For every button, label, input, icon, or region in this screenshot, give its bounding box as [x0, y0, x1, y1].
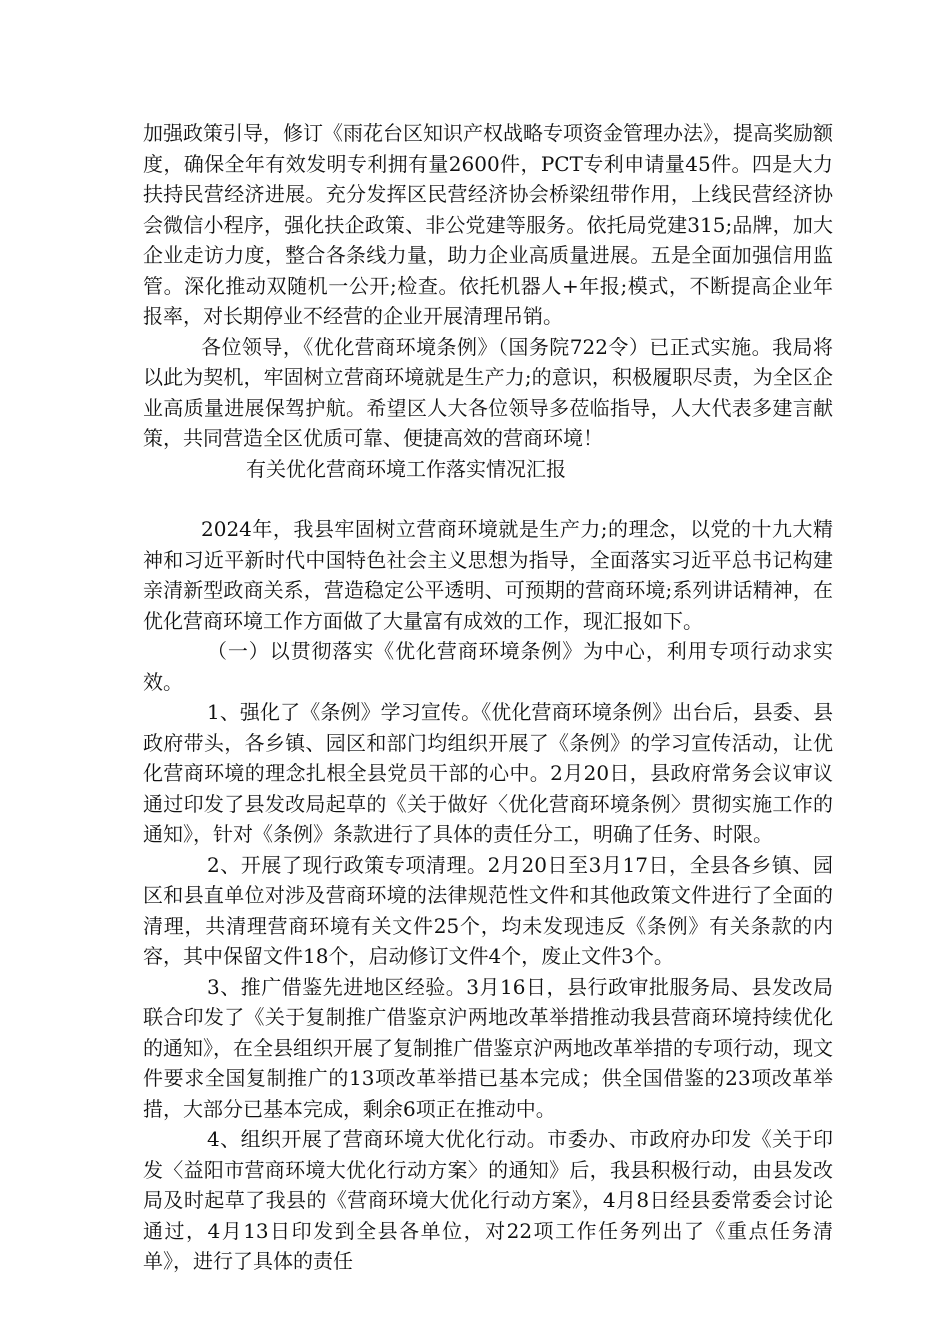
document-page	[143, 118, 833, 1277]
paragraph-policy-guidance: 加强政策引导，修订《雨花台区知识产权战略专项资金管理办法》，提高奖励额度，确保全年有效发明专利拥有量2600件，PCT专利申请量45件。四是大力扶持民营经济进展。充分发挥区民营经济协会桥梁纽带作用，上线民营经济协会微信小程序，强化扶企政策、非公党建等服务。依托局党建315;品牌，加大企业走访力度，整合各条线力量，助力企业高质量进展。五是全面加强信用监管。深化推动双随机一公开;检查。依托机器人+年报;模式，不断提高企业年报率，对长期停业不经营的企业开展清理吊销。	[143, 121, 833, 328]
section-heading: （一）以贯彻落实《优化营商环境条例》为中心，利用专项行动求实效。	[143, 639, 833, 694]
list-item: 1、强化了《条例》学习宣传。《优化营商环境条例》出台后，县委、县政府带头，各乡镇、园区和部门均组织开展了《条例》的学习宣传活动，让优化营商环境的理念扎根全县党员干部的心中。2月20日，县政府常务会议审议通过印发了县发改局起草的《关于做好〈优化营商环境条例〉贯彻实施工作的通知》，针对《条例》条款进行了具体的责任分工，明确了任务、时限。	[143, 700, 833, 846]
list-item: 4、组织开展了营商环境大优化行动。市委办、市政府办印发《关于印发〈益阳市营商环境大优化行动方案〉的通知》后，我县积极行动，由县发改局及时起草了我县的《营商环境大优化行动方案》，4月8日经县委常委会讨论通过，4月13日印发到全县各单位，对22项工作任务列出了《重点任务清单》，进行了具体的责任	[143, 1127, 833, 1273]
paragraph-closing-remarks: 各位领导，《优化营商环境条例》（国务院722令）已正式实施。我局将以此为契机，牢固树立营商环境就是生产力;的意识，积极履职尽责，为全区企业高质量进展保驾护航。希望区人大各位领导多莅临指导，人大代表多建言献策，共同营造全区优质可靠、便捷高效的营商环境！	[143, 334, 833, 450]
report-title: 有关优化营商环境工作落实情况汇报	[246, 456, 566, 481]
list-item: 3、推广借鉴先进地区经验。3月16日，县行政审批服务局、县发改局联合印发了《关于复制推广借鉴京沪两地改革举措推动我县营商环境持续优化的通知》，在全县组织开展了复制推广借鉴京沪两地改革举措的专项行动，现文件要求全国复制推广的13项改革举措已基本完成；供全国借鉴的23项改革举措，大部分已基本完成，剩余6项正在推动中。	[143, 974, 833, 1121]
report-intro: 2024年，我县牢固树立营商环境就是生产力;的理念，以党的十九大精神和习近平新时代中国特色社会主义思想为指导，全面落实习近平总书记构建亲清新型政商关系，营造稳定公平透明、可预期的营商环境;系列讲话精神，在优化营商环境工作方面做了大量富有成效的工作，现汇报如下。	[143, 517, 833, 633]
list-item: 2、开展了现行政策专项清理。2月20日至3月17日，全县各乡镇、园区和县直单位对涉及营商环境的法律规范性文件和其他政策文件进行了全面的清理，共清理营商环境有关文件25个，均未发现违反《条例》有关条款的内容，其中保留文件18个，启动修订文件4个，废止文件3个。	[143, 852, 833, 968]
